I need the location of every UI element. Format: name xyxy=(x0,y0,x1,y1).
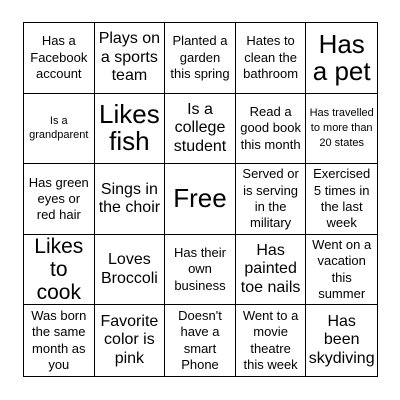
bingo-cell-r5c2[interactable] xyxy=(95,305,166,376)
bingo-cell-text: Likes fish xyxy=(99,99,160,157)
bingo-cell-r3c2[interactable] xyxy=(95,164,166,235)
bingo-cell-r5c5[interactable] xyxy=(306,305,377,376)
bingo-cell-r1c1[interactable] xyxy=(24,23,95,94)
bingo-cell-text: Served or is serving in the military xyxy=(242,166,299,231)
bingo-cell-r3c5[interactable] xyxy=(306,164,377,235)
bingo-cell-text: Was born the same month as you xyxy=(31,308,87,372)
bingo-cell-text: Plays on a sports team xyxy=(98,30,161,84)
bingo-cell-text: Went to a movie theatre this week xyxy=(242,308,299,372)
bingo-cell-r2c4[interactable] xyxy=(236,94,307,165)
bingo-cell-r4c3[interactable] xyxy=(165,235,236,306)
bingo-cell-r1c2[interactable] xyxy=(95,23,166,94)
bingo-cell-r1c4[interactable] xyxy=(236,23,307,94)
bingo-cell-text: Read a good book this month xyxy=(240,104,301,152)
bingo-cell-r4c5[interactable] xyxy=(306,235,377,306)
bingo-cell-text: Doesn't have a smart Phone xyxy=(178,308,222,372)
bingo-cell-text: Has green eyes or red hair xyxy=(28,174,89,223)
bingo-cell-text: Loves Broccoli xyxy=(100,251,158,287)
bingo-cell-text: Sings in the choir xyxy=(98,180,161,216)
bingo-cell-r5c4[interactable] xyxy=(236,305,307,376)
bingo-cell-text: Has their own business xyxy=(173,245,226,293)
bingo-cell-r2c3[interactable] xyxy=(165,94,236,165)
bingo-cell-r2c2[interactable] xyxy=(95,94,166,165)
bingo-cell-text: Likes to cook xyxy=(34,234,84,305)
bingo-cell-text: Free xyxy=(173,183,227,214)
bingo-cell-text: Has a Facebook account xyxy=(30,33,88,81)
bingo-cell-text: Planted a garden this spring xyxy=(170,33,230,81)
bingo-cell-text: Is a college student xyxy=(173,100,227,155)
bingo-cell-r2c1[interactable] xyxy=(24,94,95,165)
bingo-cell-text: Has painted toe nails xyxy=(240,242,301,296)
bingo-cell-r2c5[interactable] xyxy=(306,94,377,165)
bingo-cell-text: Has travelled to more than 20 states xyxy=(309,107,374,149)
bingo-cell-r3c4[interactable] xyxy=(236,164,307,235)
bingo-cell-r3c1[interactable] xyxy=(24,164,95,235)
bingo-cell-free-space[interactable] xyxy=(165,164,236,235)
bingo-cell-text: Hates to clean the bathroom xyxy=(243,33,299,81)
bingo-cell-r5c3[interactable] xyxy=(165,305,236,376)
bingo-cell-text: Has been skydiving xyxy=(308,313,375,367)
bingo-cell-r4c1[interactable] xyxy=(24,235,95,306)
bingo-cell-r4c2[interactable] xyxy=(95,235,166,306)
bingo-cell-r1c5[interactable] xyxy=(306,23,377,94)
bingo-board xyxy=(23,22,378,377)
bingo-cell-r5c1[interactable] xyxy=(24,305,95,376)
bingo-cell-text: Favorite color is pink xyxy=(100,313,159,367)
bingo-cell-text: Exercised 5 times in the last week xyxy=(313,166,371,231)
bingo-cell-text: Went on a vacation this summer xyxy=(312,237,372,301)
bingo-cell-r1c3[interactable] xyxy=(165,23,236,94)
bingo-cell-r4c4[interactable] xyxy=(236,235,307,306)
bingo-cell-text: Is a grandparent xyxy=(29,114,89,142)
bingo-cell-text: Has a pet xyxy=(312,28,371,86)
